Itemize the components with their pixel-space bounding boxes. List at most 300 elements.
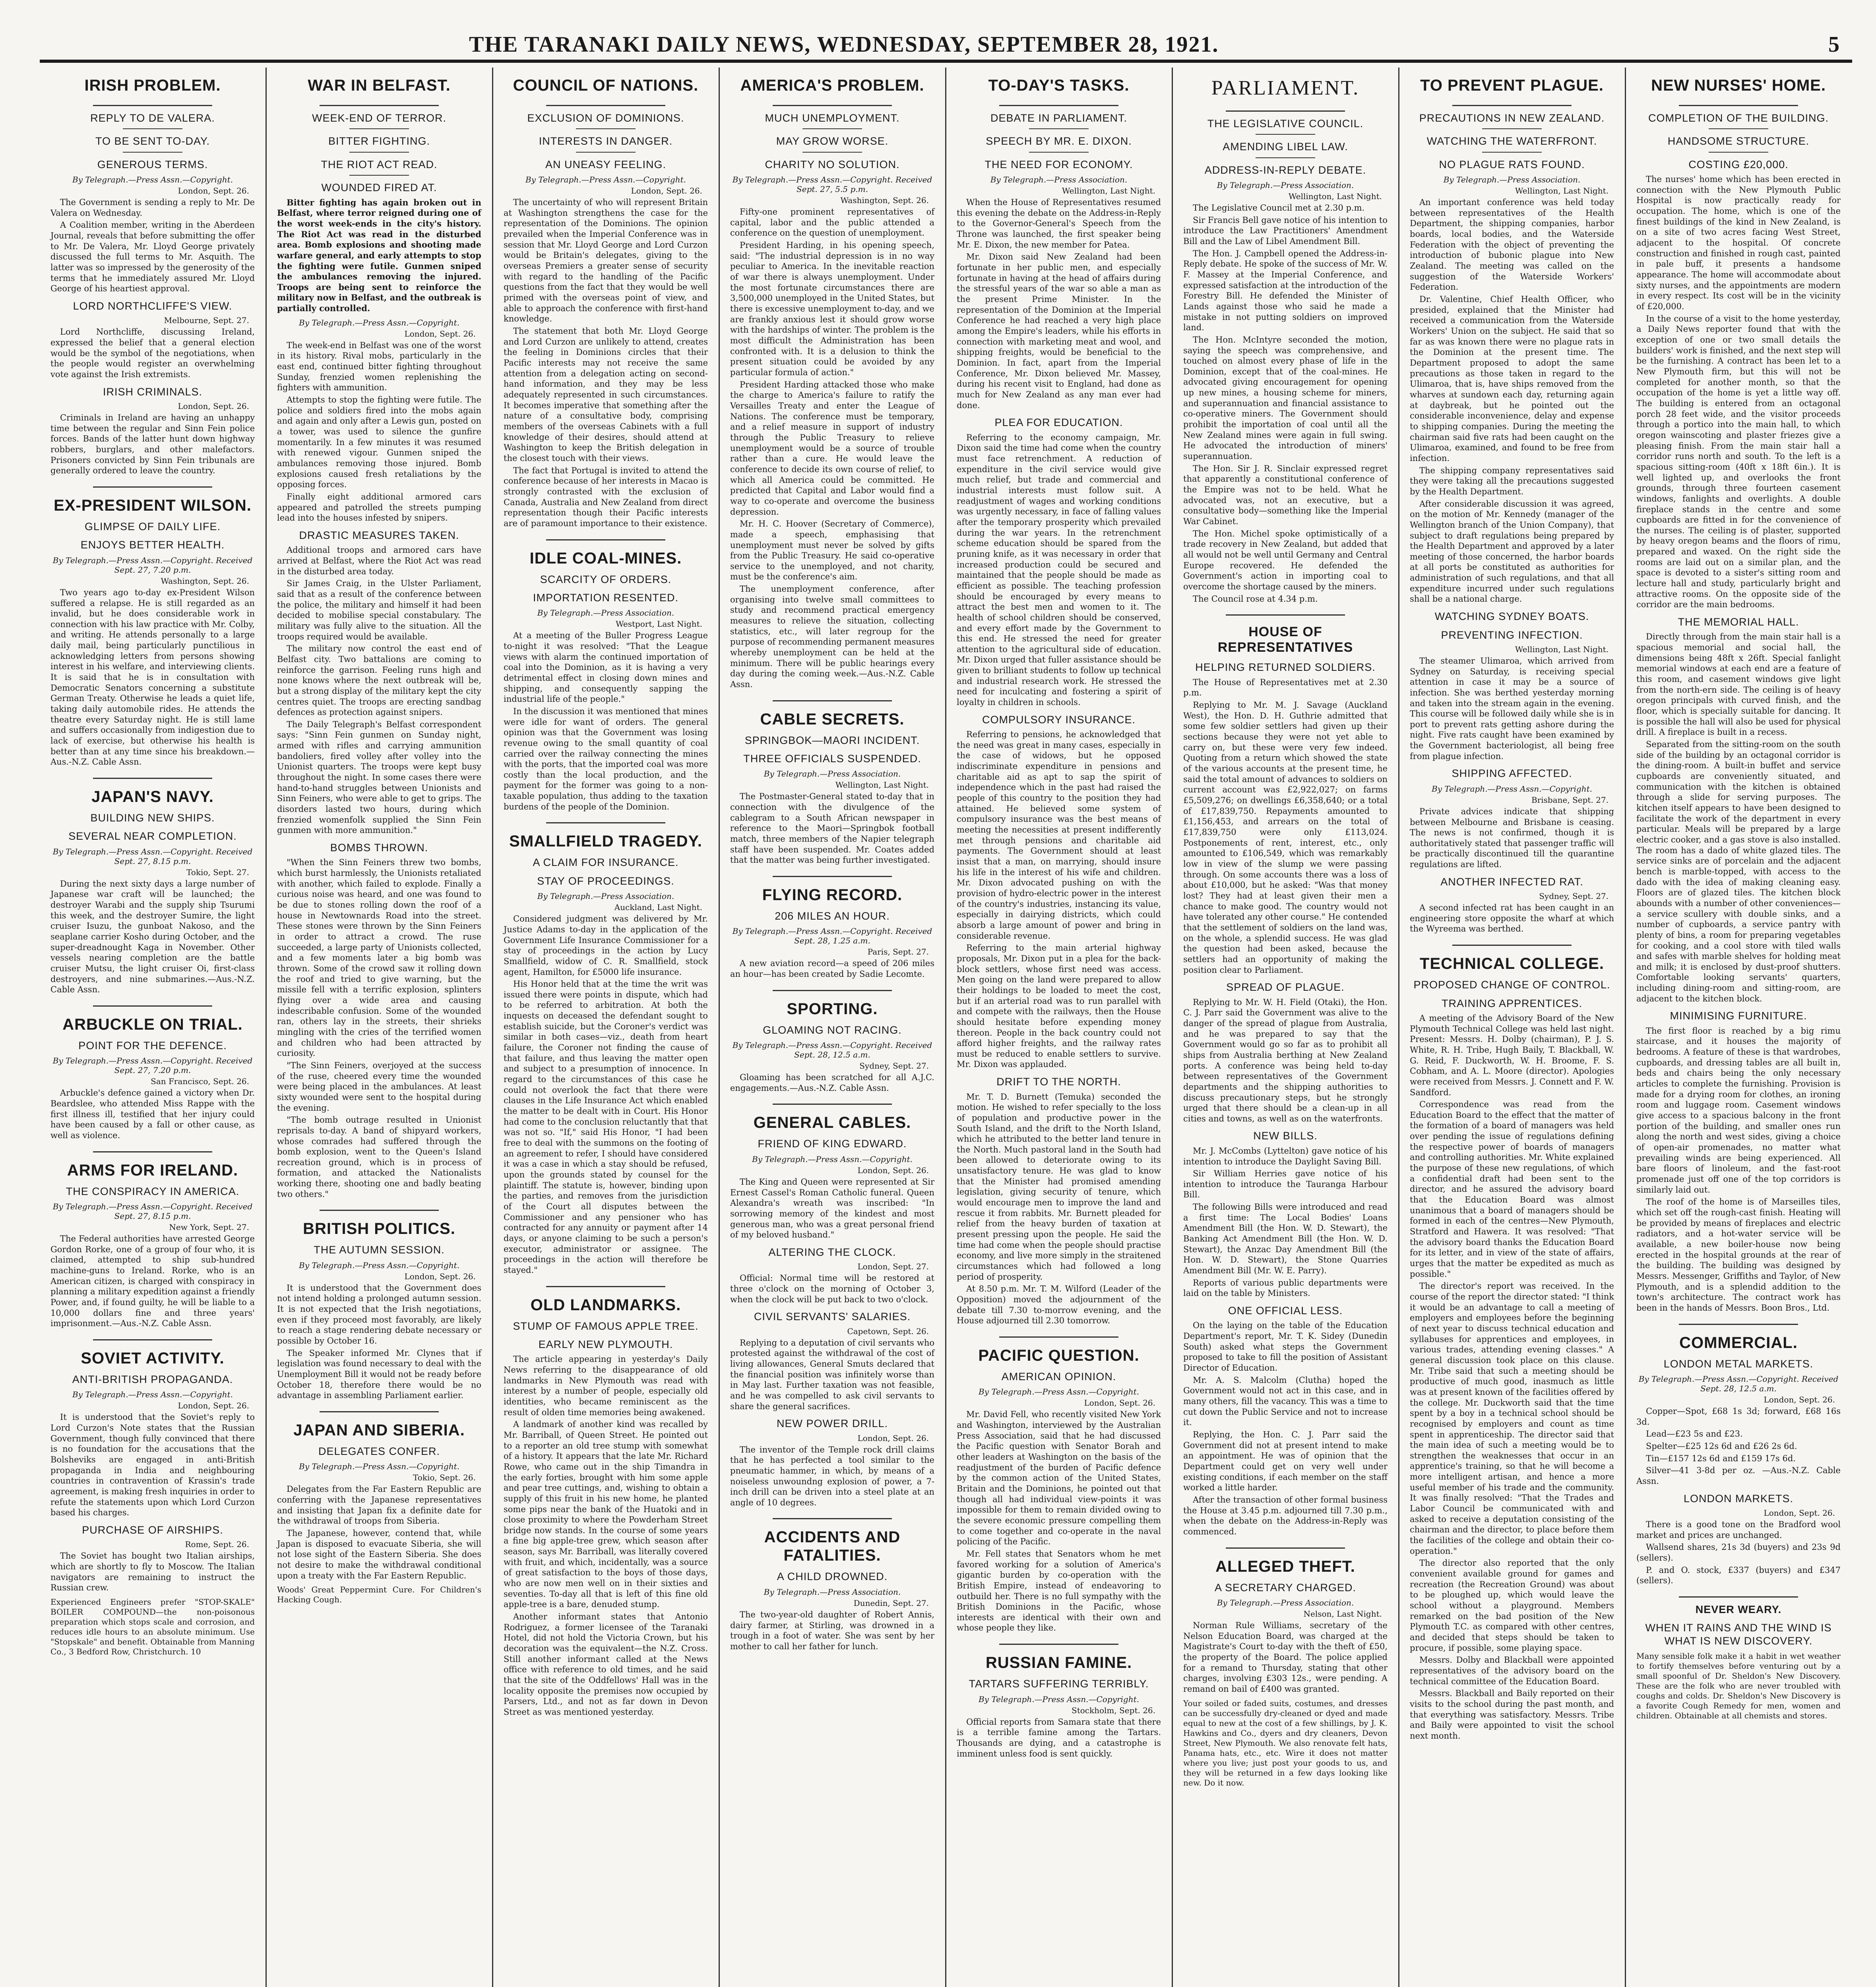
subheading: GLOAMING NOT RACING. — [763, 1024, 902, 1036]
headline: COMMERCIAL. — [1679, 1334, 1798, 1352]
divider — [320, 105, 439, 106]
subheading: THE AUTUMN SESSION. — [314, 1244, 445, 1256]
dateline: Wellington, Last Night. — [1062, 186, 1155, 196]
paragraph: The Daily Telegraph's Belfast correspondent says: "Sinn Fein gunmen on Sunday night, armed with rifles and carrying ammunition bandoliers, fired volley after volley into the Unionist quarters. The troops were kept busy throughout the night. In some cases there were hand-to-hand struggles between Unionists and Sinn Feiners, who were able to get to grips. The disorders lasted two hours, during which frenzied womenfolk supplied the Sinn Fein gunmen with more ammunition." — [277, 719, 481, 835]
subheading: HELPING RETURNED SOLDIERS. — [1195, 661, 1376, 674]
dateline: London, Sept. 26. — [404, 329, 476, 339]
credit-line: By Telegraph.—Press Association. — [990, 175, 1128, 185]
dateline: Tokio, Sept. 27. — [186, 867, 249, 877]
advertisement: Woods' Great Peppermint Cure. For Children's Hacking Cough. — [277, 1585, 481, 1605]
credit-line: By Telegraph.—Press Assn.—Copyright. — [752, 1154, 913, 1164]
headline: SMALLFIELD TRAGEDY. — [509, 833, 702, 850]
subheading: ANTI-BRITISH PROPAGANDA. — [72, 1373, 233, 1385]
advertisement: Your soiled or faded suits, costumes, and dresses can be successfully dry-cleaned or dyed and made equal to new at the cost of a few shillings, by J. K. Hawkins and Co., dyers and dry cleaners, Devon Street, New Plymouth. We also renovate felt hats, Panama hats, etc., etc. Wire it does not matter where you live; just post your goods to us, and they will be returned in a few days looking like new. Do it now. — [1183, 1698, 1388, 1788]
paragraph: Reports of various public departments were laid on the table by Ministers. — [1183, 1278, 1388, 1298]
subheading: SPREAD OF PLAGUE. — [1226, 981, 1345, 993]
headline: WAR IN BELFAST. — [308, 77, 451, 94]
paragraph: The director also reported that the only convenient available ground for games and recreation (the Recreation Ground) was about to be ploughed up, which would leave the school without a playground. Members remarked on the bad position of the New Plymouth T.C. as compared with other centres, and decided that steps should be taken to procure, if possible, some playing space. — [1410, 1558, 1614, 1653]
credit-line: By Telegraph.—Press Assn.—Copyright. Received Sept. 27, 8.15 p.m. — [52, 846, 253, 866]
paragraph: "The bomb outrage resulted in Unionist reprisals to-day. A band of shipyard workers, whose comrades had suffered through the bomb explosion, went to the Queen's Island recreation ground, which is in process of formation, and attacked the Nationalists working there, shooting one and badly beating two others." — [277, 1115, 481, 1199]
paragraph: Sir Francis Bell gave notice of his intention to introduce the Law Practitioners' Amendment Bill and the Law of Libel Amendment Bill. — [1183, 215, 1388, 246]
subheading: NEW POWER DRILL. — [776, 1418, 888, 1430]
divider — [773, 700, 892, 701]
credit-line: By Telegraph.—Press Association. — [764, 769, 901, 779]
column-divider — [1172, 68, 1173, 1987]
subheading: THE RIOT ACT READ. — [321, 158, 438, 170]
paragraph: The Federal authorities have arrested George Gordon Rorke, one of a group of four who, it is claimed, attempted to ship sub-hundred machine-guns to Ireland. Rorke, who is an American citizen, is charged with conspiracy in planning a military expedition against a friendly Power, and, if found guilty, he will be liable to a 10,000 dollars fine and three years' imprisonment.—Aus.-N.Z. Cable Assn. — [50, 1234, 255, 1329]
dateline: Auckland, Last Night. — [614, 902, 702, 912]
credit-line: By Telegraph.—Press Association. — [1217, 180, 1354, 190]
paragraph: In the course of a visit to the home yesterday, a Daily News reporter found that with the exception of one or two small details the builders' work is finished, and the next step will be the furnishing. A contract has been let to a New Plymouth firm, but this will not be completed for another month, so that the occupation of the home is yet a little way off. The building is entered from an octagonal porch 28 feet wide, and the visitor proceeds through a portico into the main hall, to which oregon wainscoting and plaster friezes give a pleasing finish. From the main stair hall a corridor runs north and south. To the left is a spacious sitting-room (40ft x 18ft 6in.). It is well lighted up, and overlooks the front grounds, through three fourteen casement windows, fanlights and overlights. A double fireplace stands in the centre and some cupboards are fitted in for the convenience of the nurses. The ceiling is of plaster, supported by heavy oregon beams and the floors of rimu, prepared and waxed. On the right side the rooms are laid out on a similar plan, and the space is devoted to a sister's sitting room and lecture hall and study, particularly bright and attractive rooms. On the opposite side of the corridor are the main bedrooms. — [1636, 314, 1841, 610]
headline: ALLEGED THEFT. — [1215, 1557, 1355, 1575]
divider — [1482, 128, 1542, 129]
column-divider — [266, 68, 267, 1987]
dateline: Sydney, Sept. 27. — [859, 1061, 929, 1071]
paragraph: A meeting of the Advisory Board of the New Plymouth Technical College was held last night. Present: Messrs. H. Dolby (chairman), P. J. S. White, R. H. Tribe, Hugh Baily, T. Blackball, W. G. Reid, F. Duckworth, W. H. Broome, F. S. Cobham, and A. L. Moore (director). Apologies were received from Messrs. J. Connett and F. W. Sandford. — [1410, 1013, 1614, 1097]
divider — [123, 152, 182, 153]
divider — [576, 152, 636, 153]
paragraph: Considered judgment was delivered by Mr. Justice Adams to-day in the application of the Government Life Insurance Commissioner for a stay of proceedings in the action by Lucy Smallfield, widow of C. R. Smallfield, stock agent, Hamilton, for £5000 life insurance. — [504, 914, 708, 977]
subheading: WEEK-END OF TERROR. — [312, 112, 447, 124]
paragraph: "When the Sinn Feiners threw two bombs, which burst harmlessly, the Unionists retaliated with another, which failed to explode. Finally a curious noise was heard, and one was found to be due to stones rolling down the roof of a house in Newtownards Road into the street. These stones were thrown by the Sinn Feiners in order to attract a crowd. The ruse succeeded, a large party of Unionists collected, and a few moments later a big bomb was thrown. Some of the crowd saw it rolling down the roof and tried to give warning, but the missile fell with a terrific explosion, splinters flying over a wide area and causing indescribable confusion. Some of the wounded ran, others lay in the streets, their shrieks mingling with the cries of the terrified women and children who had been attracted by curiosity. — [277, 858, 481, 1058]
dateline: Westport, Last Night. — [615, 619, 702, 629]
paragraph: The unemployment conference, after organising into twelve small committees to study and recommend practical emergency measures to relieve the situation, collecting statistics, etc., will later regroup for the purpose of recommending permanent measures whereby unemployment can be held at the minimum. There will be public hearings every day during the coming week.—Aus.-N.Z. Cable Assn. — [730, 584, 934, 689]
credit-line: By Telegraph.—Press Assn.—Copyright. Received Sept. 28, 12.5 a.m. — [1638, 1374, 1839, 1393]
subheading: SPEECH BY MR. E. DIXON. — [986, 135, 1132, 147]
subheading: DRASTIC MEASURES TAKEN. — [299, 529, 459, 541]
paragraph: A Coalition member, writing in the Aberdeen Journal, reveals that before submitting the offer to Mr. De Valera, Mr. Lloyd George privately discussed the full terms to Mr. Asquith. The latter was so impressed by the generosity of the terms that he immediately assured Mr. Lloyd George of his heartiest approval. — [50, 220, 255, 294]
paragraph: Fifty-one prominent representatives of capital, labor and the public attended a conference on the question of unemployment. — [730, 207, 934, 238]
paragraph: An important conference was held today between representatives of the Health Department, the shipping companies, harbor boards, local bodies, and the Waterside Federation with the object of preventing the introduction of bubonic plague into New Zealand. The meeting was called on the suggestion of the Waterside Workers' Federation. — [1410, 198, 1614, 292]
headline: JAPAN'S NAVY. — [91, 788, 214, 806]
paragraph: Criminals in Ireland are having an unhappy time between the regular and Sinn Fein police forces. Bands of the latter hunt down highway robbers, burglars, and other malefactors. Prisoners convicted by Sinn Fein tribunals are generally ordered to leave the country. — [50, 413, 255, 476]
divider — [93, 105, 212, 106]
subheading: AN UNEASY FEELING. — [545, 158, 667, 170]
paragraph: "The Sinn Feiners, overjoyed at the success of the ruse, cheered every time the wounded were being placed in the ambulances. At least sixty wounded were sent to the hospital during the evening. — [277, 1060, 481, 1113]
divider — [1029, 128, 1089, 129]
paragraph: The two-year-old daughter of Robert Annis, dairy farmer, at Stirling, was drowned in a trough in a foot of water. She was sent by her mother to call her father for lunch. — [730, 1609, 934, 1651]
subheading: MAY GROW WORSE. — [776, 135, 889, 147]
market-line: Lead—£23 5s and £23. — [1646, 1429, 1743, 1439]
dateline: Sydney, Sept. 27. — [1539, 891, 1609, 901]
subheading: DRIFT TO THE NORTH. — [996, 1076, 1121, 1088]
advertisement: Many sensible folk make it a habit in wet weather to fortify themselves before venturing out by a small spoonful of Dr. Sheldon's New Discovery. These are the folk who are never troubled with coughs and colds. Dr. Sheldon's New Discovery is a favorite Cough Remedy for men, women and children. Obtainable at all chemists and stores. — [1636, 1651, 1841, 1721]
headline: HOUSE OF REPRESENTATIVES — [1217, 624, 1353, 655]
paragraph: The Soviet has bought two Italian airships, which are shortly to fly to Moscow. The Italian navigators are remaining to instruct the Russian crew. — [50, 1551, 255, 1593]
paragraph: When the House of Representatives resumed this evening the debate on the Address-in-Reply to the Governor-General's Speech from the Throne was launched, the first speaker being Mr. E. Dixon, the new member for Patea. — [957, 198, 1161, 250]
paragraph: It is understood that the Soviet's reply to Lord Curzon's Note states that the Russian Government, though fully convinced that there is no foundation for the accusations that the Bolsheviks are engaged in anti-British propaganda in India and neighbouring countries in contravention of Krassin's trade agreement, is making fresh inquiries in order to refute the statements upon which Lord Curzon based his charges. — [50, 1412, 255, 1518]
paragraph: The fact that Portugal is invited to attend the conference because of her interests in Macao is strongly contrasted with the exclusion of Canada, Australia and New Zealand from direct representation though their Pacific interests are of paramount importance to their existence. — [504, 465, 708, 528]
subheading: EARLY NEW PLYMOUTH. — [538, 1338, 673, 1350]
subheading: NEW BILLS. — [1253, 1130, 1318, 1142]
subheading: THREE OFFICIALS SUSPENDED. — [743, 753, 921, 765]
paragraph: The House of Representatives met at 2.30 p.m. — [1183, 677, 1388, 698]
dateline: Washington, Sept. 26. — [161, 576, 249, 586]
column-5 — [952, 68, 1166, 1987]
divider — [1256, 134, 1315, 135]
credit-line: By Telegraph.—Press Assn.—Copyright. — [1432, 784, 1592, 794]
column-divider — [945, 68, 946, 1987]
paragraph: The following Bills were introduced and read a first time: The Local Bodies' Loans Amendment Bill (the Hon. W. D. Stewart), the Banking Act Amendment Bill (the Hon. W. D. Stewart), the Anzac Day Amendment Bill (the Hon. W. D. Stewart), the Stone Quarries Amendment Bill (Mr. W. E. Parry). — [1183, 1202, 1388, 1276]
paragraph: Finally eight additional armored cars appeared and patrolled the streets pumping lead into the houses infested by snipers. — [277, 492, 481, 523]
subheading: TRAINING APPRENTICES. — [1441, 997, 1583, 1009]
headline: ARBUCKLE ON TRIAL. — [62, 1016, 243, 1034]
divider — [1679, 1596, 1798, 1598]
paragraph: Official: Normal time will be restored at three o'clock on the morning of October 3, when the clock will be put back to two o'clock. — [730, 1273, 934, 1304]
market-line: Silver—41 3-8d per oz. —Aus.-N.Z. Cable Assn. — [1636, 1466, 1841, 1486]
paragraph: President Harding, in his opening speech, said: "The industrial depression is in no way peculiar to America. In the inevitable reaction of war there is always unemployment. Under the most fortunate circumstances there are 3,500,000 unemployed in the United States, but there is excessive unemployment to-day, and we are frankly anxious lest it should grow worse with the hardships of winter. The problem is the most difficult the Administration has been confronted with. It is a delusion to think the present situation could be avoided by any particular formula of action." — [730, 240, 934, 378]
subheading: TARTARS SUFFERING TERRIBLY. — [969, 1678, 1149, 1690]
advertisement: Experienced Engineers prefer "STOP-SKALE" BOILER COMPOUND—the non-poisonous preparation which stops scale and corrosion, and reduces idle hours to an absolute minimum. Use "Stopskale" and benefit. Obtainable from Manning Co., 3 Bedford Row, Christchurch. 10 — [50, 1597, 255, 1656]
paragraph: Replying, the Hon. C. J. Parr said the Government did not at present intend to make an appointment. He was of opinion that the Department could get on very well under existing conditions, if each member on the staff worked a little harder. — [1183, 1430, 1388, 1493]
subheading: IRISH CRIMINALS. — [103, 385, 203, 398]
paragraph: After considerable discussion it was agreed, on the motion of Mr. Kennedy (manager of the Wellington branch of the Union Company), that subject to draft regulations being prepared by the Health Department and approved by a later meeting of those concerned, the harbor boards at all ports be constituted as authorities for administration of such regulations, and that all expenditure incurred under such regulations shall be a national charge. — [1410, 499, 1614, 604]
subheading: WATCHING SYDNEY BOATS. — [1434, 610, 1589, 623]
paragraph: The Hon. J. Campbell opened the Address-in-Reply debate. He spoke of the success of Mr. W. F. Massey at the Imperial Conference, and expressed satisfaction at the introduction of the Forestry Bill. He defended the Minister of Lands against those who said he made a mistake in not putting soldiers on improved land. — [1183, 248, 1388, 333]
paragraph: The statement that both Mr. Lloyd George and Lord Curzon are unlikely to attend, creates the feeling in Dominions circles that their Pacific interests may not receive the same attention from a delegation acting on second-hand information, and they may be less adequately represented in such circumstances. It becomes imperative that something after the nature of a consultative body, comprising members of the overseas Cabinets with a full knowledge of their desires, should attend at Washington to keep the British delegation in the closest touch with their views. — [504, 326, 708, 463]
subheading: PURCHASE OF AIRSHIPS. — [82, 1524, 223, 1536]
paragraph: His Honor held that at the time the writ was issued there were points in dispute, which had to be referred to arbitration. At both the inquests on deceased the defendant sought to establish suicide, but the Coroner's verdict was similar in both cases—viz., death from heart failure, the Coroner not finding the cause of that failure, and thus leaving the matter open and subject to a presumption of innocence. In regard to the circumstances of this case he could not overlook the fact that there were clauses in the Life Insurance Act which enabled the matter to be dealt with in Court. His Honor had come to the conclusion reluctantly that that was not so. "If," said His Honor, "I had been free to deal with the summons on the footing of an agreement to refer, I should have considered it was a case in which a stay should be refused, upon the grounds stated by counsel for the plaintiff. The statute is, however, binding upon the parties, and removes from the jurisdiction of the Court all disputes between the Commissioner and any pensioner who has contracted for any annuity or payment after 14 days, or anyone claiming to be such a person's executor, administrator or assignee. The proceedings in the action will therefore be stayed." — [504, 979, 708, 1275]
divider — [773, 990, 892, 991]
paragraph: Additional troops and armored cars have arrived at Belfast, where the Riot Act was read in the disturbed area today. — [277, 545, 481, 576]
newspaper-title: THE TARANAKI DAILY NEWS, WEDNESDAY, SEPTEMBER 28, 1921. — [469, 32, 1219, 57]
paragraph: Gloaming has been scratched for all A.J.C. engagements.—Aus.-N.Z. Cable Assn. — [730, 1073, 934, 1093]
paragraph: Mr. Fell states that Senators whom he met favored working for a solution of America's gigantic burden by co-operation with the British Empire, instead of endeavoring to outbuild her. There is no full sympathy with the British Dominions in the Pacific, whose interests are identical with their own and whose people they like. — [957, 1549, 1161, 1633]
subheading: ENJOYS BETTER HEALTH. — [80, 539, 225, 551]
divider — [1679, 1324, 1798, 1325]
paragraph: Private advices indicate that shipping between Melbourne and Brisbane is ceasing. The news is not confirmed, though it is authoritatively stated that passenger traffic will be practically discontinued till the quarantine regulations are lifted. — [1410, 806, 1614, 870]
dateline: London, Sept. 26. — [857, 1165, 929, 1175]
subheading: LONDON METAL MARKETS. — [1663, 1358, 1814, 1370]
headline: FLYING RECORD. — [762, 886, 903, 904]
divider — [546, 105, 665, 106]
divider — [349, 128, 409, 129]
credit-line: By Telegraph.—Press Assn.—Copyright. — [299, 1462, 459, 1472]
headline: COUNCIL OF NATIONS. — [513, 77, 699, 94]
paragraph: The director's report was received. In the course of the report the director stated: "I think it would be an advantage to call a meeting of employers and employees before the beginning of next year to discuss technical education and syllabuses for apprentices and employees, in various trades, attending evening classes." A general discussion took place on this clause. Mr. Tribe said that such a meeting should be productive of much good, inasmuch as little was at present known of the facilities offered by the college. Mr. Duckworth said that the time spent by a boy in a technical school should be recognised by employers and count as time spent in apprenticeship. The director said that the main idea of such a meeting would be to strengthen the weaknesses that occur in an apprentice's training, so that he will become a more intelligent artisan, and hence a more useful member of his trade and the community. It was finally resolved: "That the Trades and Labor Council be communicated with and asked to receive a deputation consisting of the chairman and the director, to place before them the facilities of the college and obtain their co-operation." — [1410, 1281, 1614, 1556]
credit-line: By Telegraph.—Press Assn.—Copyright. Received Sept. 27, 7.20 p.m. — [52, 1056, 253, 1075]
subheading: MUCH UNEMPLOYMENT. — [765, 112, 900, 124]
headline: PARLIAMENT. — [1211, 77, 1360, 99]
credit-line: By Telegraph.—Press Assn.—Copyright. — [299, 1260, 459, 1270]
headline: SPORTING. — [787, 1000, 878, 1018]
subheading: GLIMPSE OF DAILY LIFE. — [84, 521, 221, 533]
subheading: GENEROUS TERMS. — [97, 158, 208, 170]
divider — [1029, 152, 1089, 153]
paragraph: Arbuckle's defence gained a victory when Dr. Beardslee, who attended Miss Rappe with the first illness ill, testified that her injury could have been caused by a fall or other cause, as well as violence. — [50, 1088, 255, 1141]
credit-line: By Telegraph.—Press Assn.—Copyright. — [525, 175, 686, 185]
paragraph: Referring to pensions, he acknowledged that the need was great in many cases, especially in the case of widows, but he opposed indiscriminate expenditure in pensions and charitable aid as apt to sap the spirit of independence which in the past had raised the people of this country to the position they had attained. He believed some system of compulsory insurance was the best means of meeting the necessities at present indifferently met through pensions and charitable aid payments. The Government should at least insist that a man, on marrying, should insure his life in the interest of his wife and children. Mr. Dixon advocated pushing on with the provision of hydro-electric power in the interest of the country's industries, instancing its value, especially in dairying districts, which could absorb a large amount of power and bring in considerable revenue. — [957, 730, 1161, 941]
divider — [1482, 152, 1542, 153]
subheading: PROPOSED CHANGE OF CONTROL. — [1413, 979, 1610, 991]
dateline: Brisbane, Sept. 27. — [1531, 795, 1609, 805]
paragraph: Referring to the main arterial highway proposals, Mr. Dixon put in a plea for the back-block settlers, whose first need was access. Men going on the land were prepared to allow their holdings to be loaded to meet the cost, but if an arterial road was to run parallel with and compete with the railways, then the House should hesitate before expending money thereon. People in the back country could not afford higher freights, and the railway rates must be reduced to enable settlers to survive. Mr. Dixon was applauded. — [957, 943, 1161, 1069]
divider — [93, 778, 212, 779]
credit-line: By Telegraph.—Press Assn.—Copyright. — [979, 1694, 1139, 1704]
paragraph: The Hon. Sir J. R. Sinclair expressed regret that apparently a constitutional conference of the Empire was not to be held. What he advocated was, not an executive, but a consultative body—something like the Imperial War Cabinet. — [1183, 463, 1388, 526]
paragraph: The King and Queen were represented at Sir Ernest Cassel's Roman Catholic funeral. Queen Alexandra's wreath was inscribed: "In sorrowing memory of the kindest and most generous man, who was a great personal friend of my beloved husband." — [730, 1177, 934, 1240]
paragraph: The steamer Ulimaroa, which arrived from Sydney on Saturday, is receiving special attention in case it may be a source of infection. She was berthed yesterday morning and taken into the stream again in the evening. This course will be followed daily while she is in port to prevent rats getting ashore during the night. Five rats caught have been examined by the Government bacteriologist, all being free from plague infection. — [1410, 656, 1614, 761]
credit-line: By Telegraph.—Press Assn.—Copyright. Received Sept. 28, 1.25 a.m. — [732, 926, 932, 946]
paragraph: The Council rose at 4.34 p.m. — [1193, 594, 1318, 604]
dateline: Wellington, Last Night. — [1515, 186, 1609, 196]
paragraph: The military now control the east end of Belfast city. Two battalions are coming to reinforce the garrison. Feeling runs high and none knows where the next outbreak will be, but a strong display of the military kept the city centres quiet. The troops are erecting sandbag defences as protection against snipers. — [277, 644, 481, 717]
dateline: London, Sept. 27. — [857, 1262, 929, 1272]
subheading: A CLAIM FOR INSURANCE. — [533, 856, 679, 869]
dateline: San Francisco, Sept. 26. — [151, 1077, 249, 1086]
subheading: ONE OFFICIAL LESS. — [1228, 1305, 1343, 1317]
divider — [1679, 105, 1798, 106]
subheading: THE LEGISLATIVE COUNCIL. — [1207, 117, 1364, 130]
subheading: IMPORTATION RESENTED. — [533, 591, 679, 604]
credit-line: By Telegraph.—Press Association. — [764, 1587, 901, 1597]
dateline: London, Sept. 26. — [178, 186, 249, 196]
divider — [1256, 157, 1315, 158]
lead-paragraph: Bitter fighting has again broken out in Belfast, where terror reigned during one of the worst week-ends in the city's history. The Riot Act was read in the disturbed area. Bomb explosions and shooting made warfare general, and early attempts to stop the fighting were futile. Gunmen sniped the ambulances removing the injured. Troops are being sent to reinforce the military now in Belfast, and the outbreak is partially controlled. — [277, 197, 481, 314]
headline: TO PREVENT PLAGUE. — [1420, 77, 1604, 94]
headline: EX-PRESIDENT WILSON. — [54, 497, 252, 515]
subheading: THE MEMORIAL HALL. — [1678, 616, 1799, 628]
paragraph: Referring to the economy campaign, Mr. Dixon said the time had come when the country must face retrenchment. A reduction of expenditure in the civil service would give much relief, but trade and commercial and industrial interests must follow suit. A readjustment of wages and working conditions was urgently necessary, in face of falling values after the temporary prosperity which prevailed during the war years. In the retrenchment scheme education should be spared from the pruning knife, as it was necessary in order that increased production could be secured and maintained that the people should be made as efficient as possible. The teaching profession should be encouraged by every means to attract the best men and women to it. The health of school children should be conserved, and every effort made by the Government to this end. He stressed the need for greater attention to the agricultural side of education. Mr. Dixon urged that fuller assistance should be given to brilliant students to follow up technical and industrial research work. He stressed the need for inculcating and fostering a spirit of loyalty in children in schools. — [957, 432, 1161, 707]
divider — [93, 1151, 212, 1152]
paragraph: The nurses' home which has been erected in connection with the New Plymouth Public Hospital is now practically ready for occupation. The home, which is one of the finest buildings of the kind in New Zealand, is on a site of two acres facing West Street, adjacent to the hospital. Of concrete construction and finished in rough cast, painted in pale buff, it presents a handsome appearance. The home will accommodate about sixty nurses, and the appointments are modern in every respect. Its cost will be in the vicinity of £20,000. — [1636, 174, 1841, 312]
market-line: Wallsend shares, 21s 3d (buyers) and 23s 9d (sellers). — [1636, 1542, 1841, 1563]
paragraph: Mr. Dixon said New Zealand had been fortunate in her public men, and especially fortunate in having at the head of affairs during the stressful years of the war so able a man as the present Prime Minister. In the representation of the Dominion at the Imperial Conference he had reached a very high place among the Empire's leaders, while his efforts in connection with marketing meat and wool, and shipping freights, would be beneficial to the Dominion. In fact, apart from the Imperial Conference, Mr. Dixon believed Mr. Massey, during his recent visit to England, had done as much for New Zealand as any man ever had done. — [957, 252, 1161, 410]
masthead-rule — [40, 60, 1852, 63]
subheading: AMENDING LIBEL LAW. — [1223, 141, 1348, 153]
market-line: Copper—Spot, £68 1s 3d; forward, £68 16s 3d. — [1636, 1406, 1841, 1427]
column-8 — [1632, 68, 1845, 1987]
subheading: DELEGATES CONFER. — [318, 1445, 440, 1458]
subheading: NO PLAGUE RATS FOUND. — [1439, 158, 1585, 170]
paragraph: At a meeting of the Buller Progress League to-night it was resolved: "That the League views with alarm the continued importation of coal into the Dominion, as it is having a very detrimental effect in closing down mines and shipping, and consequently sapping the industrial life of the people." — [504, 631, 708, 704]
market-line: P. and O. stock, £337 (buyers) and £347 (sellers). — [1636, 1565, 1841, 1586]
masthead — [40, 28, 1852, 64]
paragraph: A new aviation record—a speed of 206 miles an hour—has been created by Sadie Lecomte. — [730, 959, 934, 979]
paragraph: In the discussion it was mentioned that mines were idle for want of orders. The general opinion was that the Government was losing revenue owing to the small quantity of coal carried over the railway connecting the mines with the ports, that the imported coal was more costly than the local production, and the payment for the former was going to a non-taxable population, thus adding to the taxation burdens of the people of the Dominion. — [504, 706, 708, 811]
subheading: WATCHING THE WATERFRONT. — [1426, 135, 1597, 147]
subheading: EXCLUSION OF DOMINIONS. — [527, 112, 684, 124]
column-divider — [1398, 68, 1399, 1987]
credit-line: By Telegraph.—Press Association. — [1443, 175, 1581, 185]
headline: SOVIET ACTIVITY. — [81, 1349, 225, 1367]
paragraph: Mr. H. C. Hoover (Secretary of Commerce), made a speech, emphasising that unemployment must never be solved by gifts from the Public Treasury. He said co-operative service to the unemployed, and not charity, must be the conference's aim. — [730, 519, 934, 582]
headline: RUSSIAN FAMINE. — [985, 1654, 1132, 1672]
dateline: Rome, Sept. 26. — [185, 1540, 249, 1549]
headline: PACIFIC QUESTION. — [978, 1346, 1140, 1364]
credit-line: By Telegraph.—Press Assn.—Copyright. — [72, 1390, 233, 1400]
paragraph: Sir James Craig, in the Ulster Parliament, said that as a result of the conference between the police, the military and himself it had been decided to mobilise special constabulary. The military was fully alive to the situation. All the troops required would be available. — [277, 579, 481, 641]
dateline: London, Sept. 26. — [631, 186, 702, 196]
divider — [546, 822, 665, 823]
paragraph: At 8.50 p.m. Mr. T. M. Wilford (Leader of the Opposition) moved the adjournment of the debate till 7.30 to-morrow evening, and the House adjourned till 2.30 tomorrow. — [957, 1284, 1161, 1326]
column-7 — [1405, 68, 1619, 1987]
paragraph: The Hon. Michel spoke optimistically of a trade recovery in New Zealand, but added that all would not be well until Germany and Central Europe recovered. He defended the Government's action in importing coal to overcome the shortage caused by the miners. — [1183, 529, 1388, 591]
paragraph: The Legislative Council met at 2.30 p.m. — [1193, 203, 1365, 213]
paragraph: Lord Northcliffe, discussing Ireland, expressed the belief that a general election would be the symbol of the negotiations, when the people would register an overwhelming vote against the Irish extremists. — [50, 327, 255, 380]
subheading: SEVERAL NEAR COMPLETION. — [68, 830, 237, 842]
headline: TECHNICAL COLLEGE. — [1420, 955, 1604, 973]
subheading: STUMP OF FAMOUS APPLE TREE. — [513, 1320, 699, 1332]
divider — [1452, 105, 1572, 106]
subheading: LONDON MARKETS. — [1683, 1492, 1794, 1505]
subheading: CIVIL SERVANTS' SALARIES. — [754, 1311, 911, 1323]
credit-line: By Telegraph.—Press Assn.—Copyright. — [299, 318, 459, 327]
divider — [546, 1286, 665, 1287]
headline: AMERICA'S PROBLEM. — [740, 77, 924, 94]
paragraph: The week-end in Belfast was one of the worst in its history. Rival mobs, particularly in the east end, continued bitter fighting throughout Sunday, frenzied women replenishing the fighters with ammunition. — [277, 340, 481, 393]
columns — [40, 68, 1852, 1987]
credit-line: By Telegraph.—Press Assn.—Copyright. Received Sept. 28, 12.5 a.m. — [732, 1040, 932, 1060]
paragraph: The uncertainty of who will represent Britain at Washington strengthens the case for the representation of the Dominions. The opinion prevailed when the Imperial Conference was in session that Mr. Lloyd George and Lord Curzon would be Britain's delegates, giving to the overseas Premiers a greater sense of security with regard to the handling of the Pacific questions from the fact that they would be well primed with the overseas point of view, and able to approach the conference with first-hand knowledge. — [504, 198, 708, 324]
divider — [802, 152, 862, 153]
subheading: LORD NORTHCLIFFE'S VIEW. — [73, 300, 233, 312]
subheading: PLEA FOR EDUCATION. — [994, 416, 1123, 429]
paragraph: Attempts to stop the fighting were futile. The police and soldiers fired into the mobs again and again and only after a Lewis gun, posted on a tower, was used to silence the gunfire momentarily. In a few minutes it was resumed with renewed vigour. Gunmen sniped the ambulances removing those injured. Bomb explosions caused fresh retaliations by the opposing forces. — [277, 395, 481, 490]
subheading: PRECAUTIONS IN NEW ZEALAND. — [1419, 112, 1605, 124]
paragraph: After the transaction of other formal business the House at 3.45 p.m. adjourned till 7.30 p.m., when the debate on the Address-in-Reply was commenced. — [1183, 1495, 1388, 1536]
column-divider — [1625, 68, 1626, 1987]
market-line: Spelter—£25 12s 6d and £26 2s 6d. — [1646, 1441, 1797, 1451]
paragraph: The Government is sending a reply to Mr. De Valera on Wednesday. — [50, 198, 255, 218]
divider — [773, 105, 892, 106]
column-divider — [492, 68, 493, 1987]
paragraph: The Japanese, however, contend that, while Japan is disposed to evacuate Siberia, she will not lose sight of the Eastern Siberia. She does not desire to make the withdrawal conditional upon a treaty with the Far Eastern Republic. — [277, 1528, 481, 1580]
divider — [773, 1104, 892, 1105]
subheading: THE CONSPIRACY IN AMERICA. — [66, 1185, 240, 1197]
dateline: Washington, Sept. 26. — [840, 196, 929, 205]
paragraph: Replying to Mr. M. J. Savage (Auckland West), the Hon. D. H. Guthrie admitted that some few soldier settlers had given up their sections because they were not yet able to carry on, but these were very few indeed. Quoting from a return which showed the state of the various accounts at the present time, he said the total amount of advances to soldiers on current account was £2,922,027; on farms £5,509,276; on dwellings £6,358,640; or a total of £17,839,750. Repayments amounted to £1,156,453, and arrears on the total of £17,839,750 were only £113,024. Postponements of rent, interest, etc., only amounted to £106,549, which was remarkably low in view of the slump we were passing through. On some accounts there was a loss of about £10,000, but he asked: "Was that money lost? They had at least given their men a chance to make good. The country would not have tolerated any other course." He contended that the settlement of soldiers on the land was, on the whole, a splendid success. He was glad the question had been asked, because the settlers had an opportunity of making the position clear to Parliament. — [1183, 700, 1388, 975]
paragraph: Mr. David Fell, who recently visited New York and Washington, interviewed by the Australian Press Association, said that he had discussed the Pacific question with Senator Borah and other leaders at Washington on the basis of the readjustment of the burden of Pacific defence by the common action of the United States, Britain and the Dominions, he pointed out that though all had individual view-points it was impossible for them to remain divided owing to the severe economic pressure compelling them to come together and co-operate in the naval policing of the Pacific. — [957, 1410, 1161, 1547]
column-1 — [46, 68, 260, 1987]
divider — [546, 539, 665, 540]
column-2 — [272, 68, 486, 1987]
divider — [1452, 945, 1572, 946]
credit-line: By Telegraph.—Press Assn.—Copyright. Received Sept. 27, 5.5 p.m. — [732, 175, 932, 194]
credit-line: By Telegraph.—Press Association. — [1217, 1598, 1354, 1607]
paragraph: Official reports from Samara state that there is a terrible famine among the Tartars. Thousands are dying, and a catastrophe is imminent unless food is sent quickly. — [957, 1717, 1161, 1758]
dateline: Stockholm, Sept. 26. — [1072, 1705, 1155, 1715]
paragraph: Separated from the sitting-room on the south side of the building by an octagonal corridor is the dining-room. A built-in buffet and service cupboards are conveniently situated, and communication with the kitchen is obtained through a slide for serving purposes. The kitchen itself appears to have been designed to facilitate the work of the department in every particular. Meals will be prepared by a large electric cooker, and a gas stove is also installed. The room has a dado of white glazed tiles. The service sinks are of porcelain and the adjacent bench is marble-topped, with access to the dado with the idea of making cleaning easy. Floors are of glazed tiles. The kitchen block abounds with a number of other conveniences—a service scullery with double sinks, and a number of cupboards, a service pantry with plenty of bins, a room for preparing vegetables for cooking, and a cool store with tiled walls and safes with marble shelves for holding meat and milk; it is enclosed by dust-proof shutters. Comfortable looking servants' quarters, including dining-room and sitting-room, are adjacent to the kitchen block. — [1636, 740, 1841, 1003]
paragraph: The first floor is reached by a big rimu staircase, and it houses the majority of bedrooms. A feature of these is that wardrobes, cupboards, and dressing tables are all built in, beds and chairs being the only necessary articles to complete the furnishing. Provision is made for a drying room for clothes, an ironing room and luggage room. Casement windows give access to a spacious balcony in the front portion of the building, and smaller ones run along the north and west sides, giving a choice of open-air promenades, no matter what prevailing winds are being experienced. All bare floors of linoleum, and the fast-root promenade just off one of the top corridors is similarly laid out. — [1636, 1026, 1841, 1195]
subheading: 206 MILES AN HOUR. — [775, 910, 890, 922]
credit-line: By Telegraph.—Press Association. — [537, 608, 674, 618]
paragraph: The inventor of the Temple rock drill claims that he has perfected a tool similar to the pneumatic hammer, in which, by means of a noiseless unwoundng explosion of power, a 7-inch drill can be driven into a steel plate at an angle of 10 degrees. — [730, 1445, 934, 1507]
dateline: Wellington, Last Night. — [835, 780, 929, 790]
column-6 — [1178, 68, 1392, 1987]
credit-line: By Telegraph.—Press Assn.—Copyright. Received Sept. 27, 8.15 p.m. — [52, 1202, 253, 1221]
divider — [773, 1518, 892, 1519]
subheading: WHEN IT RAINS AND THE WIND IS WHAT IS NEW DISCOVERY. — [1645, 1622, 1832, 1647]
paragraph: Replying to a deputation of civil servants who protested against the withdrawal of the cost of living allowances, General Smuts declared that the financial position was infinitely worse than in May last. Further taxation was not feasible, and he was compelled to ask civil servants to share the general sacrifices. — [730, 1338, 934, 1411]
headline: IRISH PROBLEM. — [84, 77, 221, 94]
subheading: COMPULSORY INSURANCE. — [982, 713, 1136, 726]
dateline: Melbourne, Sept. 27. — [164, 316, 249, 325]
paragraph: Replying to Mr. W. H. Field (Otaki), the Hon. C. J. Parr said the Government was alive to the danger of the spread of plague from Australia, and he was prepared to say that the Government would go so far as to prohibit all ships from Australia berthing at New Zealand ports. A conference was being held to-day between representatives of the Government departments and the shipping authorities to discuss precautionary steps, but he strongly urged that there should be a clean-up in all cities and towns, as well as on the waterfronts. — [1183, 997, 1388, 1123]
subheading: ALTERING THE CLOCK. — [768, 1246, 896, 1258]
divider — [999, 105, 1118, 106]
subheading: THE NEED FOR ECONOMY. — [985, 158, 1133, 170]
column-4 — [725, 68, 939, 1987]
paragraph: Correspondence was read from the Education Board to the effect that the matter of the formation of a board of managers was held over pending the issue of regulations defining the respective power of boards of managers and controlling authorities. Mr. White explained the purpose of these new regulations, of which a confidential draft had been sent to the director, and he assured the advisory board that the Education Board was almost unanimous that a board of managers should be formed in each of the centres—New Plymouth, Stratford and Hawera. It was resolved: "That the advisory board thanks the Education Board for its letter, and in view of the state of affairs, urges that the matter be expedited as much as possible." — [1410, 1100, 1614, 1279]
divider — [320, 1411, 439, 1412]
subheading: DEBATE IN PARLIAMENT. — [990, 112, 1128, 124]
paragraph: Delegates from the Far Eastern Republic are conferring with the Japanese representatives and insisting that Japan fix a definite date for the withdrawal of troops from Siberia. — [277, 1484, 481, 1526]
divider — [349, 175, 409, 176]
column-3 — [499, 68, 713, 1987]
subheading: BITTER FIGHTING. — [328, 135, 430, 147]
paragraph: President Harding attacked those who make the charge to America's failure to ratify the Versailles Treaty and enter the League of Nations. The conference must be temporary, and a relief measure in support of industry through the Public Treasury to relieve unemployment would be a source of trouble rather than a cure. He would leave the conference to decide its own course of relief, to which all America could be committed. He predicted that Capital and Labor would find a way to co-operate and overcome the business depression. — [730, 380, 934, 517]
subheading: SHIPPING AFFECTED. — [1452, 767, 1572, 780]
subheading: AMERICAN OPINION. — [1001, 1370, 1116, 1383]
market-line: There is a good tone on the Bradford wool market and prices are unchanged. — [1636, 1519, 1841, 1540]
subheading: TO BE SENT TO-DAY. — [95, 135, 210, 147]
subheading: HANDSOME STRUCTURE. — [1667, 135, 1810, 147]
paragraph: Messrs. Dolby and Blackball were appointed representatives of the advisory board on the technical committee of the Education Board. — [1410, 1655, 1614, 1686]
divider — [576, 128, 636, 129]
dateline: London, Sept. 26. — [1764, 1508, 1835, 1518]
credit-line: By Telegraph.—Press Assn.—Copyright. — [72, 175, 233, 185]
dateline: Wellington, Last Night. — [1288, 191, 1382, 201]
paragraph: Dr. Valentine, Chief Health Officer, who presided, explained that the Minister had received a communication from the Waterside Workers' Union on the subject. He said that so far as was known there were no plague rats in the Dominion at the present time. The Department proposed to adopt the same precautions as those taken in regard to the Ulimaroa, that is, have ships removed from the wharves at sundown each day, returning again at daybreak, but he pointed out the considerable inconvenience, delay and expense to shipping companies. During the meeting the chairman said five rats had been caught on the Ulimaroa, examined, and found to be free from infection. — [1410, 294, 1614, 463]
paragraph: A landmark of another kind was recalled by Mr. Barriball, of Queen Street. He pointed out to a reporter an old tree stump with somewhat of a history. It appears that the late Mr. Richard Rowe, who came out in the ship Timandra in the early forties, brought with him some apple and pear tree cuttings, and, wishing to obtain a supply of this fruit in his new home, he planted some pips near the bank of the Huatoki and in close proximity to where the Powderham Street bridge now stands. In the course of some years a fine big apple-tree grew, which season after season, says Mr. Barriball, was literally covered with fruit, and which, incidentally, was a source of great satisfaction to the boys of those days, who are now men well on in their sixties and seventies. To-day all that is left of this fine old apple-tree is a bare, denuded stump. — [504, 1420, 708, 1609]
subheading: WOUNDED FIRED AT. — [321, 182, 437, 194]
subheading: COSTING £20,000. — [1688, 158, 1789, 170]
paragraph: Sir William Herries gave notice of his intention to introduce the Tauranga Harbour Bill. — [1183, 1169, 1388, 1200]
dateline: New York, Sept. 27. — [169, 1222, 249, 1232]
headline: NEW NURSES' HOME. — [1651, 77, 1826, 94]
subheading: SPRINGBOK—MAORI INCIDENT. — [744, 734, 920, 746]
credit-line: By Telegraph.—Press Assn.—Copyright. Received Sept. 27, 7.20 p.m. — [52, 555, 253, 575]
paragraph: The shipping company representatives said they were taking all the precautions suggested by the Health Department. — [1410, 465, 1614, 496]
divider — [1709, 128, 1768, 129]
divider — [320, 1210, 439, 1211]
subheading: BUILDING NEW SHIPS. — [90, 812, 215, 824]
paragraph: The Hon. McIntyre seconded the motion, saying the speech was comprehensive, and touched on almost every phase of life in the Dominion, except that of the coal-mines. He advocated giving encouragement for opening up new mines, a housing scheme for miners, and superannuation and financial assistance to co-operative miners. The Government should prohibit the importation of coal until all the New Zealand mines were again in full swing. He advocated the introduction of miners' superannuation. — [1183, 335, 1388, 461]
paragraph: Mr. A. S. Malcolm (Clutha) hoped the Government would not act in this case, and in many others, fill the vacancy. This was a time to cut down the Public Service and not to increase it. — [1183, 1375, 1388, 1427]
headline: TO-DAY'S TASKS. — [988, 77, 1130, 94]
paragraph: A second infected rat has been caught in an engineering store opposite the wharf at which the Wyreema was berthed. — [1410, 903, 1614, 934]
subheading: A CHILD DROWNED. — [777, 1571, 888, 1583]
paragraph: Norman Rule Williams, secretary of the Nelson Education Board, was charged at the Magistrate's Court to-day with the theft of £50, the property of the Board. The police applied for a remand to Thursday, stating that other charges, involving £303 12s., were pending. A remand on bail of £400 was granted. — [1183, 1620, 1388, 1694]
paragraph: Mr. J. McCombs (Lyttelton) gave notice of his intention to introduce the Daylight Saving Bill. — [1183, 1146, 1388, 1166]
dateline: London, Sept. 26. — [404, 1271, 476, 1281]
divider — [999, 1336, 1118, 1338]
subheading: ADDRESS-IN-REPLY DEBATE. — [1204, 164, 1366, 176]
divider — [802, 128, 862, 129]
divider — [93, 1005, 212, 1007]
subheading: A SECRETARY CHARGED. — [1214, 1581, 1357, 1594]
subheading: POINT FOR THE DEFENCE. — [78, 1040, 227, 1052]
credit-line: By Telegraph.—Press Assn.—Copyright. — [979, 1387, 1139, 1397]
paragraph: The Speaker informed Mr. Clynes that if legislation was found necessary to deal with the Unemployment Bill it would not be ready before October 18, therefore there would be no advantage in assembling Parliament earlier. — [277, 1348, 481, 1400]
subheading: BOMBS THROWN. — [330, 842, 428, 854]
paragraph: Messrs. Blackball and Baily reported on their visits to the school during the past month, and that everything was satisfactory. Messrs. Tribe and Baily were appointed to visit the school next month. — [1410, 1689, 1614, 1741]
paragraph: Directly through from the main stair hall is a spacious memorial and social hall, the dimensions being 48ft x 26ft. Special fanlight memorial windows at each end are a feature of this room, and casement windows give light from the north-ern side. The ceiling is of heavy oregon principals with curved finish, and the floor, which is specially suitable for dancing. It is possible the hall will also be used for physical drill. A fireplace is built in a recess. — [1636, 632, 1841, 737]
dateline: London, Sept. 26. — [178, 1401, 249, 1411]
dateline: Capetown, Sept. 26. — [847, 1326, 929, 1336]
column-divider — [719, 68, 720, 1987]
subheading: SCARCITY OF ORDERS. — [540, 573, 672, 585]
dateline: London, Sept. 26. — [178, 401, 249, 411]
subheading: CHARITY NO SOLUTION. — [765, 158, 900, 170]
paragraph: On the laying on the table of the Education Department's report, Mr. T. K. Sidey (Dunedin South) asked what steps the Government proposed to take to fill the position of Assistant Director of Education. — [1183, 1321, 1388, 1373]
headline: OLD LANDMARKS. — [530, 1296, 681, 1314]
paragraph: The roof of the home is of Marseilles tiles, which set off the rough-cast finish. Heating will be provided by means of fireplaces and electric radiators, and a hot-water service will be available, a new boiler-house now being erected in the hospital grounds at the rear of the building. The building was designed by Messrs. Messenger, Griffiths and Taylor, of New Plymouth, and is a splendid addition to the town's architecture. The contract work has been in the hands of Messrs. Boon Bros., Ltd. — [1636, 1197, 1841, 1313]
divider — [1226, 110, 1345, 112]
paragraph: Mr. T. D. Burnett (Temuka) seconded the motion. He wished to refer specially to the loss of population and productive power in the South Island, and the drift to the North Island, which he attributed to the better land tenure in the North. Much pastoral land in the South had been allowed to deteriorate owing to its unsatisfactory tenure. He was glad to know that the Minister had promised amending legislation, giving security of tenure, which would encourage men to improve the land and rescue it from rabbits. Mr. Burnett pleaded for relief from the heavy burden of taxation at present pressing upon the people. He said the time had come when the people should practise economy, and live more simply in the straitened circumstances which had followed a long period of prosperity. — [957, 1092, 1161, 1282]
divider — [999, 1644, 1118, 1645]
